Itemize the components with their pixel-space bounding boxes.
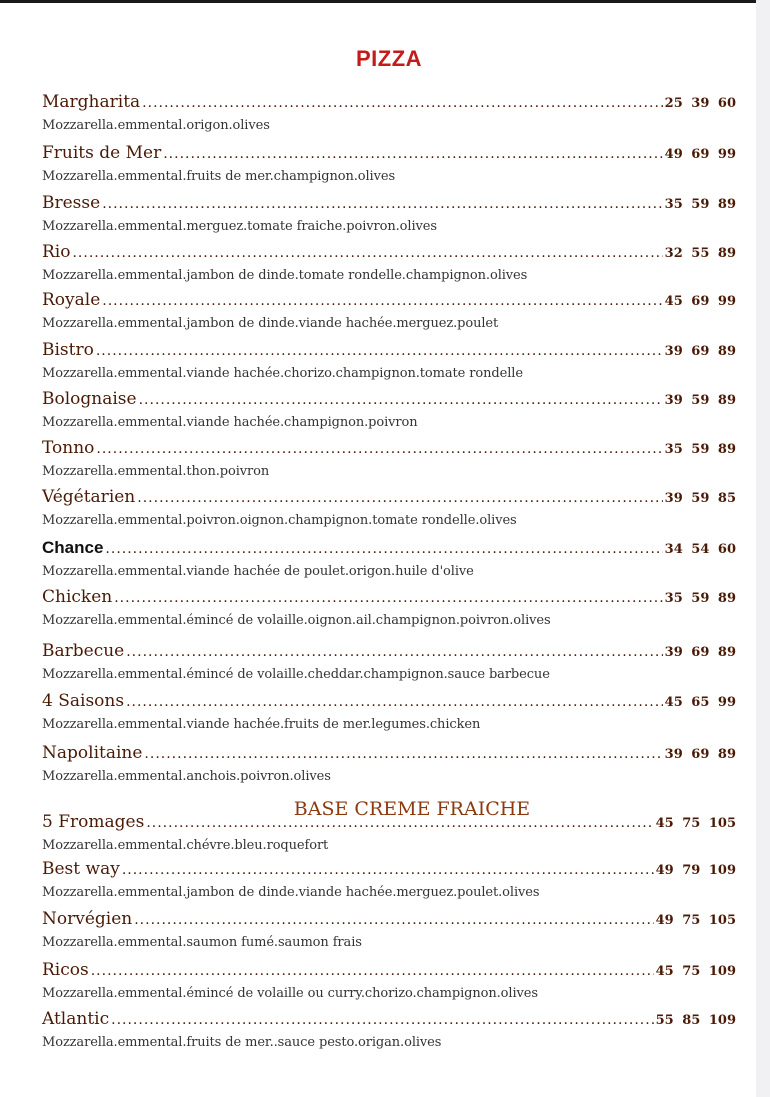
item-description: Mozzarella.emmental.saumon fumé.saumon frais xyxy=(42,935,362,950)
leader-dots xyxy=(91,963,654,979)
item-prices: 49 69 99 xyxy=(664,147,736,162)
item-name: 4 Saisons xyxy=(42,691,125,711)
item-name: Bistro xyxy=(42,340,94,360)
item-description: Mozzarella.emmental.viande hachée.fruits de mer.legumes.chicken xyxy=(42,717,481,732)
item-description: Mozzarella.emmental.poivron.oignon.champignon.tomate rondelle.olives xyxy=(42,513,517,528)
menu-item-royale xyxy=(42,290,736,331)
menu-item-barbecue xyxy=(42,641,736,682)
item-description: Mozzarella.emmental.jambon de dinde.viande hachée.merguez.poulet.olives xyxy=(42,885,540,900)
leader-dots xyxy=(142,95,663,111)
menu-item-bresse xyxy=(42,193,736,234)
menu-title: PIZZA xyxy=(355,46,423,71)
page-edge xyxy=(756,0,770,1097)
item-name: Bresse xyxy=(42,193,101,213)
leader-dots xyxy=(96,343,663,359)
item-name: Chicken xyxy=(42,587,113,607)
item-name: Atlantic xyxy=(42,1009,110,1029)
menu-item-bistro xyxy=(42,340,736,381)
menu-item-chicken xyxy=(42,587,736,628)
menu-item-ricos xyxy=(42,960,736,1001)
menu-item-chance xyxy=(42,538,736,579)
item-name: Napolitaine xyxy=(42,743,143,763)
leader-dots xyxy=(102,293,662,309)
item-prices: 39 59 89 xyxy=(664,393,736,408)
item-description: Mozzarella.emmental.origon.olives xyxy=(42,118,270,133)
section-title-creme-fraiche: BASE CREME FRAICHE xyxy=(252,798,572,820)
item-description: Mozzarella.emmental.jambon de dinde.viande hachée.merguez.poulet xyxy=(42,316,499,331)
menu-item-norvegien xyxy=(42,909,736,950)
item-name: Barbecue xyxy=(42,641,125,661)
leader-dots xyxy=(122,862,654,878)
leader-dots xyxy=(111,1012,654,1028)
item-prices: 45 65 99 xyxy=(664,695,736,710)
item-description: Mozzarella.emmental.chévre.bleu.roquefort xyxy=(42,838,329,853)
leader-dots xyxy=(163,146,662,162)
item-prices: 39 59 85 xyxy=(664,491,736,506)
item-description: Mozzarella.emmental.émincé de volaille ou curry.chorizo.champignon.olives xyxy=(42,986,538,1001)
item-name: Chance xyxy=(42,538,104,557)
item-prices: 35 59 89 xyxy=(664,197,736,212)
item-prices: 39 69 89 xyxy=(664,344,736,359)
leader-dots xyxy=(144,746,662,762)
item-description: Mozzarella.emmental.viande hachée.chorizo.champignon.tomate rondelle xyxy=(42,366,523,381)
item-prices: 34 54 60 xyxy=(664,542,736,557)
item-description: Mozzarella.emmental.merguez.tomate fraiche.poivron.olives xyxy=(42,219,437,234)
item-description: Mozzarella.emmental.fruits de mer..sauce pesto.origan.olives xyxy=(42,1035,442,1050)
menu-item-bolognaise xyxy=(42,389,736,430)
leader-dots xyxy=(105,541,662,557)
item-description: Mozzarella.emmental.fruits de mer.champignon.olives xyxy=(42,169,396,184)
item-name: Royale xyxy=(42,290,101,310)
item-name: Best way xyxy=(42,859,120,879)
item-prices: 32 55 89 xyxy=(664,246,736,261)
leader-dots xyxy=(139,392,663,408)
item-description: Mozzarella.emmental.émincé de volaille.cheddar.champignon.sauce barbecue xyxy=(42,667,550,682)
item-description: Mozzarella.emmental.thon.poivron xyxy=(42,464,270,479)
item-name: Ricos xyxy=(42,960,89,980)
menu-item-vegetarien xyxy=(42,487,736,528)
item-prices: 45 69 99 xyxy=(664,294,736,309)
leader-dots xyxy=(137,490,662,506)
menu-item-tonno xyxy=(42,438,736,479)
item-prices: 39 69 89 xyxy=(664,645,736,660)
leader-dots xyxy=(96,441,662,457)
item-prices: 49 75 105 xyxy=(655,913,736,928)
item-name: Rio xyxy=(42,242,71,262)
item-prices: 45 75 109 xyxy=(655,964,736,979)
item-name: Tonno xyxy=(42,438,95,458)
item-description: Mozzarella.emmental.viande hachée de poulet.origon.huile d'olive xyxy=(42,564,474,579)
leader-dots xyxy=(102,196,662,212)
menu-item-margharita xyxy=(42,92,736,133)
item-name: Végétarien xyxy=(42,487,136,507)
leader-dots xyxy=(126,644,662,660)
item-name: Norvégien xyxy=(42,909,133,929)
item-prices: 39 69 89 xyxy=(664,747,736,762)
item-prices: 49 79 109 xyxy=(655,863,736,878)
leader-dots xyxy=(72,245,662,261)
item-prices: 35 59 89 xyxy=(664,591,736,606)
item-prices: 25 39 60 xyxy=(664,96,736,111)
item-name: 5 Fromages xyxy=(42,812,145,832)
item-description: Mozzarella.emmental.émincé de volaille.oignon.ail.champignon.poivron.olives xyxy=(42,613,551,628)
menu-item-4-saisons xyxy=(42,691,736,732)
item-prices: 35 59 89 xyxy=(664,442,736,457)
leader-dots xyxy=(126,694,663,710)
top-border xyxy=(0,0,770,3)
leader-dots xyxy=(134,912,653,928)
item-description: Mozzarella.emmental.jambon de dinde.tomate rondelle.champignon.olives xyxy=(42,268,528,283)
item-description: Mozzarella.emmental.viande hachée.champignon.poivron xyxy=(42,415,418,430)
item-prices: 55 85 109 xyxy=(655,1013,736,1028)
leader-dots xyxy=(114,590,662,606)
menu-item-rio xyxy=(42,242,736,283)
menu-item-fruits-de-mer xyxy=(42,143,736,184)
menu-item-best-way xyxy=(42,859,736,900)
menu-item-napolitaine xyxy=(42,743,736,784)
item-name: Bolognaise xyxy=(42,389,137,409)
item-name: Fruits de Mer xyxy=(42,143,162,163)
item-name: Margharita xyxy=(42,92,141,112)
item-prices: 45 75 105 xyxy=(655,816,736,831)
item-description: Mozzarella.emmental.anchois.poivron.olives xyxy=(42,769,331,784)
menu-item-atlantic xyxy=(42,1009,736,1050)
